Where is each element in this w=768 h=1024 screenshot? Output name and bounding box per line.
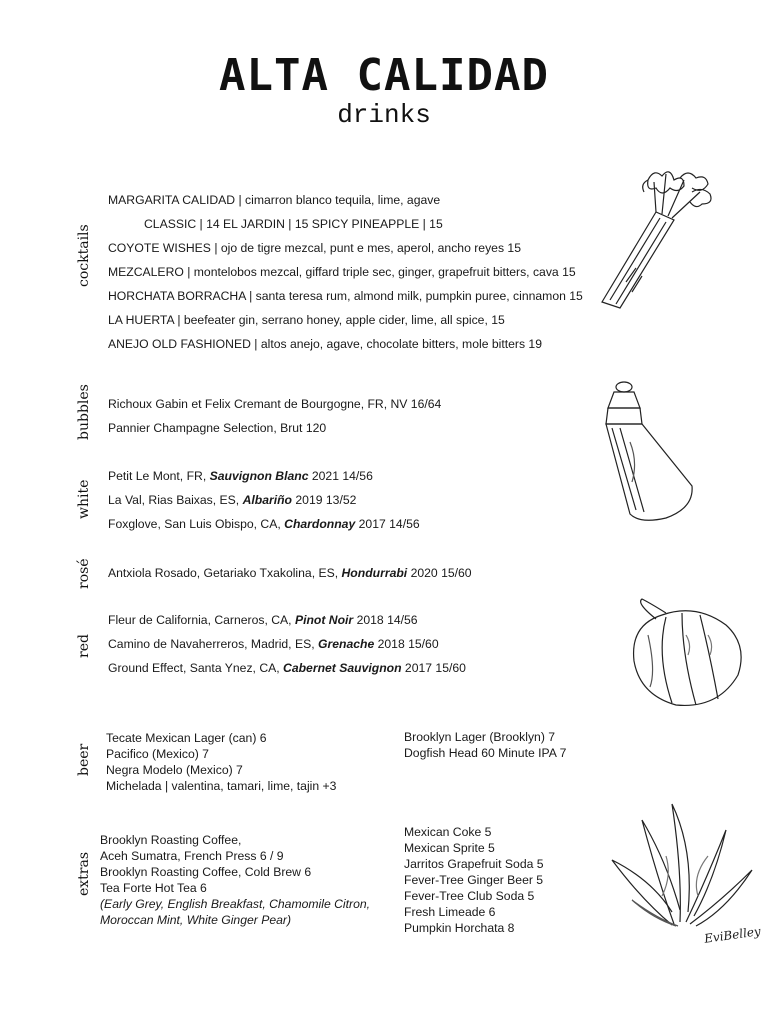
rose-wine-item: Antxiola Rosado, Getariako Txakolina, ES, Hondurrabi 2020 15/60 bbox=[108, 566, 472, 580]
cocktail-item: COYOTE WISHES | ojo de tigre mezcal, punt e mes, aperol, ancho reyes 15 bbox=[108, 241, 521, 255]
section-label-extras: extras bbox=[76, 851, 92, 896]
agave-plant-illustration bbox=[602, 800, 762, 935]
extras-item: Fever-Tree Ginger Beer 5 bbox=[404, 873, 544, 887]
extras-item: Fresh Limeade 6 bbox=[404, 905, 496, 919]
section-label-cocktails: cocktails bbox=[76, 224, 92, 287]
extras-tea-options: Moroccan Mint, White Ginger Pear) bbox=[100, 913, 292, 927]
red-wine-item: Camino de Navaherreros, Madrid, ES, Grenache 2018 15/60 bbox=[108, 637, 439, 651]
extras-item: Mexican Sprite 5 bbox=[404, 841, 495, 855]
bubbles-item: Richoux Gabin et Felix Cremant de Bourgogne, FR, NV 16/64 bbox=[108, 397, 442, 411]
extras-item: Mexican Coke 5 bbox=[404, 825, 492, 839]
white-wine-item: La Val, Rias Baixas, ES, Albariño 2019 13/52 bbox=[108, 493, 357, 507]
cocktail-shaker-illustration bbox=[600, 378, 700, 523]
red-wine-item: Ground Effect, Santa Ynez, CA, Cabernet Sauvignon 2017 15/60 bbox=[108, 661, 466, 675]
squash-illustration bbox=[626, 595, 746, 710]
cocktail-item: MEZCALERO | montelobos mezcal, giffard triple sec, ginger, grapefruit bitters, cava 15 bbox=[108, 265, 576, 279]
menu-subtitle: drinks bbox=[337, 100, 431, 130]
beer-item: Michelada | valentina, tamari, lime, tajin +3 bbox=[106, 779, 337, 793]
extras-item: Tea Forte Hot Tea 6 bbox=[100, 881, 207, 895]
beer-item: Pacifico (Mexico) 7 bbox=[106, 747, 209, 761]
cocktail-item: MARGARITA CALIDAD | cimarron blanco tequila, lime, agave bbox=[108, 193, 441, 207]
beer-item: Negra Modelo (Mexico) 7 bbox=[106, 763, 243, 777]
artist-signature: EviBelley bbox=[703, 924, 762, 946]
celery-illustration bbox=[596, 162, 726, 312]
section-label-white: white bbox=[76, 479, 92, 519]
extras-item: Fever-Tree Club Soda 5 bbox=[404, 889, 535, 903]
cocktail-item: ANEJO OLD FASHIONED | altos anejo, agave, chocolate bitters, mole bitters 19 bbox=[108, 337, 542, 351]
section-label-rose: rosé bbox=[76, 558, 92, 589]
extras-item: Brooklyn Roasting Coffee, Cold Brew 6 bbox=[100, 865, 312, 879]
extras-tea-options: (Early Grey, English Breakfast, Chamomile Citron, bbox=[100, 897, 371, 911]
red-wine-item: Fleur de California, Carneros, CA, Pinot Noir 2018 14/56 bbox=[108, 613, 418, 627]
menu-title: ALTA CALIDAD bbox=[219, 50, 549, 101]
extras-item: Aceh Sumatra, French Press 6 / 9 bbox=[100, 849, 284, 863]
white-wine-item: Petit Le Mont, FR, Sauvignon Blanc 2021 14/56 bbox=[108, 469, 373, 483]
beer-item: Tecate Mexican Lager (can) 6 bbox=[106, 731, 267, 745]
cocktail-item: LA HUERTA | beefeater gin, serrano honey, apple cider, lime, all spice, 15 bbox=[108, 313, 505, 327]
extras-item: Jarritos Grapefruit Soda 5 bbox=[404, 857, 544, 871]
beer-item: Brooklyn Lager (Brooklyn) 7 bbox=[404, 730, 556, 744]
bubbles-item: Pannier Champagne Selection, Brut 120 bbox=[108, 421, 327, 435]
extras-item: Pumpkin Horchata 8 bbox=[404, 921, 515, 935]
white-wine-item: Foxglove, San Luis Obispo, CA, Chardonnay 2017 14/56 bbox=[108, 517, 420, 531]
section-label-red: red bbox=[76, 634, 92, 658]
cocktail-variants: CLASSIC | 14 EL JARDIN | 15 SPICY PINEAPPLE | 15 bbox=[144, 217, 443, 231]
beer-item: Dogfish Head 60 Minute IPA 7 bbox=[404, 746, 567, 760]
cocktail-item: HORCHATA BORRACHA | santa teresa rum, almond milk, pumpkin puree, cinnamon 15 bbox=[108, 289, 583, 303]
section-label-beer: beer bbox=[76, 743, 92, 776]
extras-item: Brooklyn Roasting Coffee, bbox=[100, 833, 242, 847]
section-label-bubbles: bubbles bbox=[76, 384, 92, 440]
